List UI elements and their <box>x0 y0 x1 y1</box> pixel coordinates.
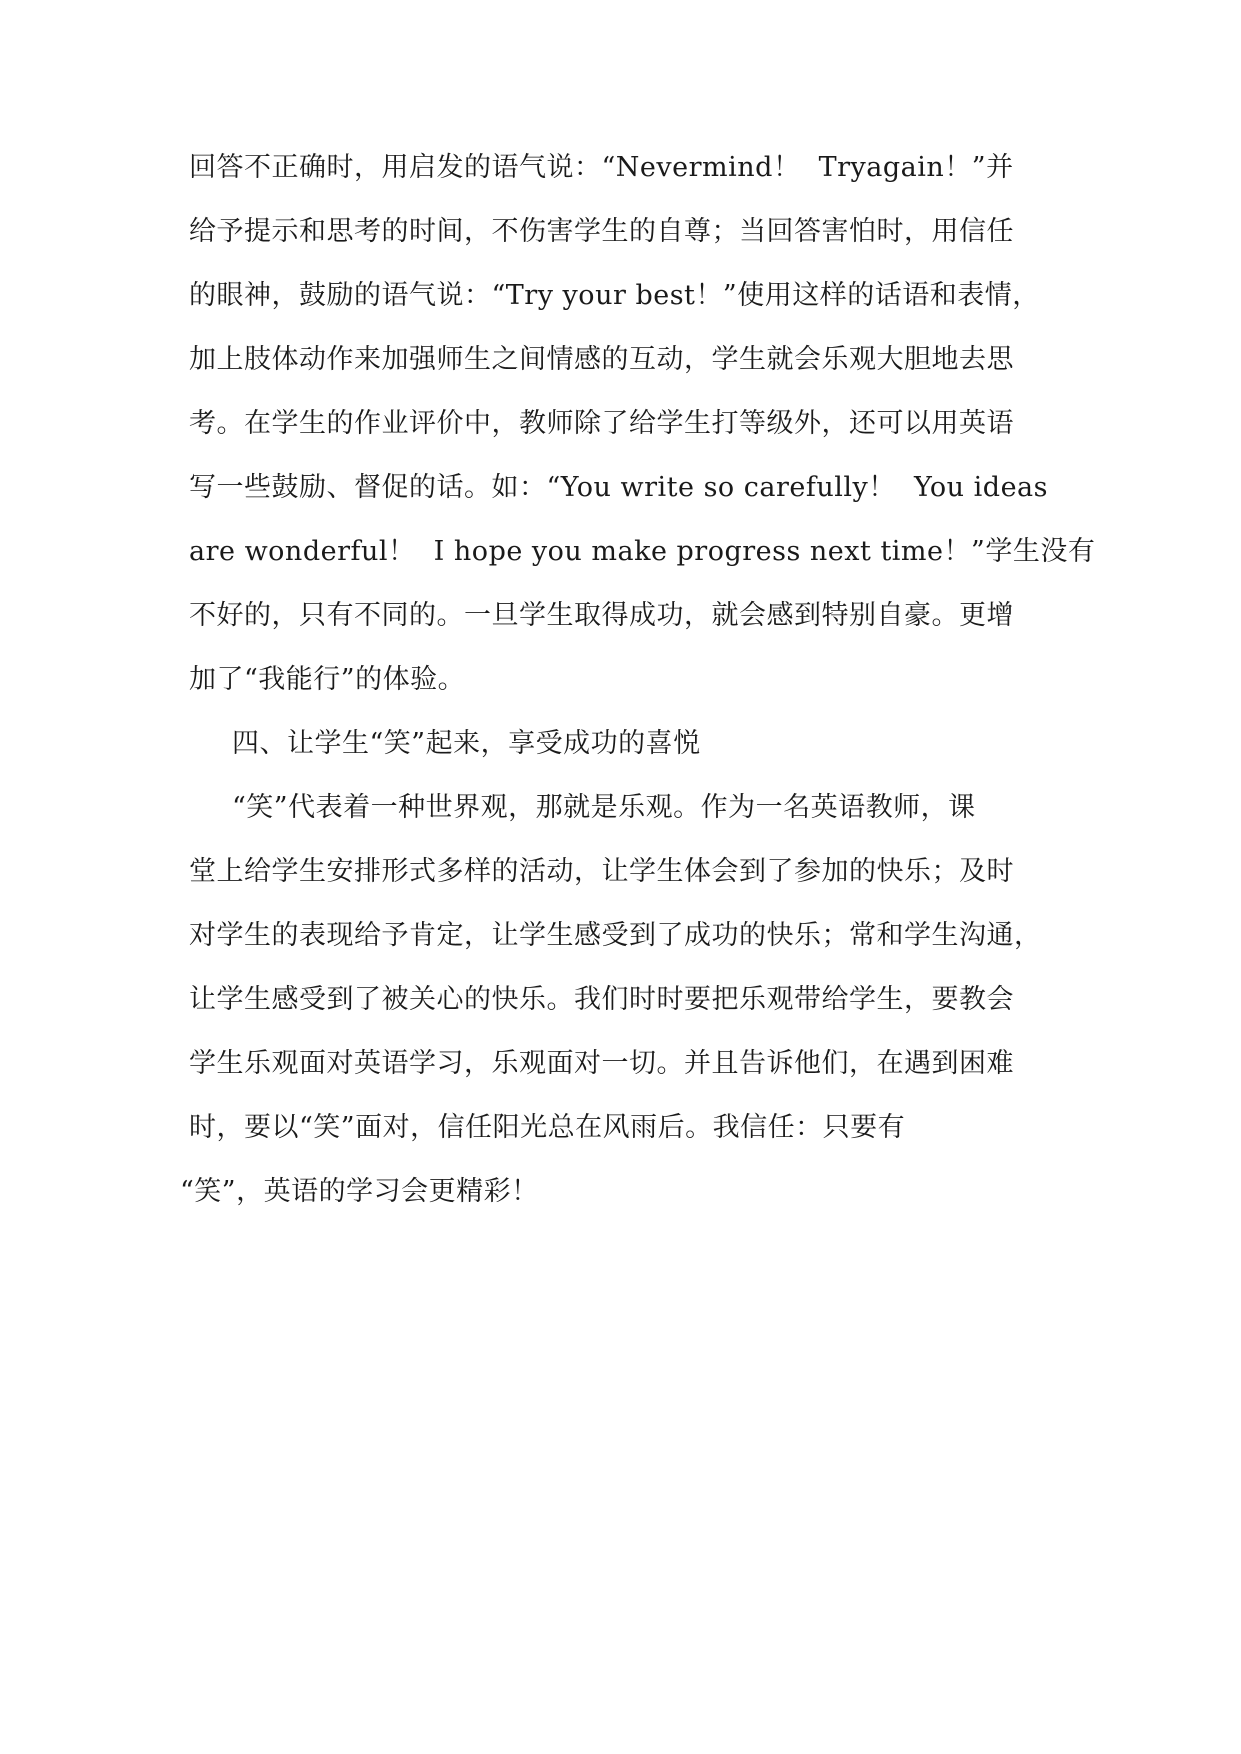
text-line-17: “笑”，英语的学习会更精彩！ <box>180 1176 539 1207</box>
text-line-14: 让学生感受到了被关心的快乐。我们时时要把乐观带给学生，要教会 <box>189 984 1014 1015</box>
text-line-13: 对学生的表现给予肯定，让学生感受到了成功的快乐；常和学生沟通， <box>189 920 1042 951</box>
text-line-9: 加了“我能行”的体验。 <box>189 664 466 695</box>
text-line-16: 时，要以“笑”面对，信任阳光总在风雨后。我信任：只要有 <box>189 1112 906 1143</box>
text-line-4: 加上肢体动作来加强师生之间情感的互动，学生就会乐观大胆地去思 <box>189 344 1014 375</box>
text-line-6: 写一些鼓励、督促的话。如：“You write so carefully！ You ideas <box>189 472 1048 503</box>
text-line-1: 回答不正确时，用启发的语气说：“Nevermind！ Tryagain！”并 <box>189 152 1014 183</box>
text-line-12: 堂上给学生安排形式多样的活动，让学生体会到了参加的快乐；及时 <box>189 856 1014 887</box>
text-line-11: “笑”代表着一种世界观，那就是乐观。作为一名英语教师，课 <box>232 792 976 823</box>
text-line-7: are wonderful！ I hope you make progress next time！”学生没有 <box>189 536 1096 567</box>
text-line-2: 给予提示和思考的时间，不伤害学生的自尊；当回答害怕时，用信任 <box>189 216 1014 247</box>
section-heading: 四、让学生“笑”起来，享受成功的喜悦 <box>232 728 701 759</box>
text-line-5: 考。在学生的作业评价中，教师除了给学生打等级外，还可以用英语 <box>189 408 1014 439</box>
text-line-8: 不好的，只有不同的。一旦学生取得成功，就会感到特别自豪。更增 <box>189 600 1014 631</box>
text-line-15: 学生乐观面对英语学习，乐观面对一切。并且告诉他们，在遇到困难 <box>189 1048 1014 1079</box>
text-line-3: 的眼神，鼓励的语气说：“Try your best！”使用这样的话语和表情， <box>189 280 1040 311</box>
